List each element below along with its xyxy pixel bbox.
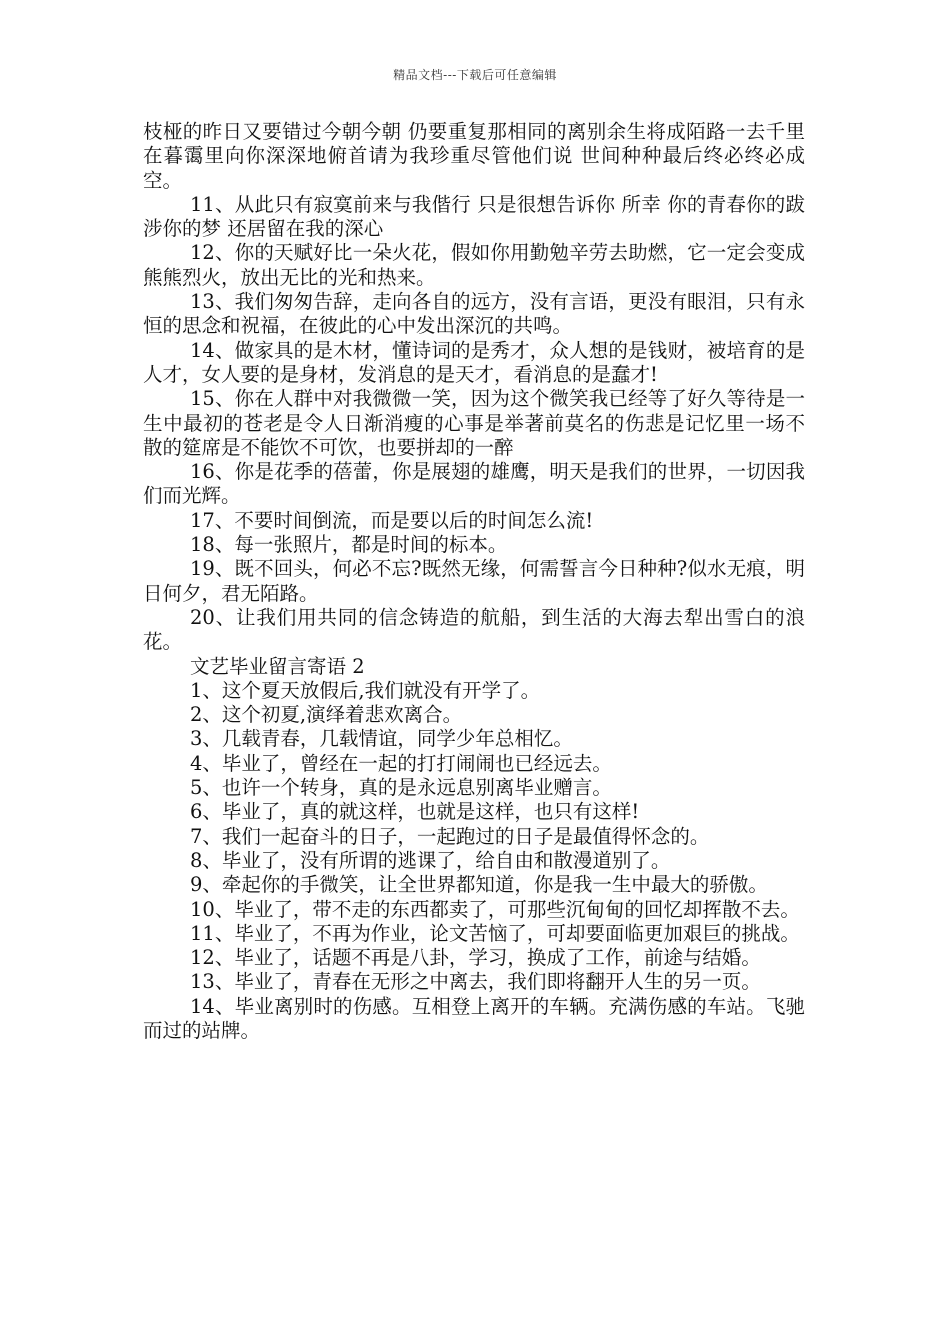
section-heading: 文艺毕业留言寄语 2 [190,654,365,678]
paragraph: 3、几载青春，几载情谊，同学少年总相忆。 [190,727,573,751]
paragraph: 枝桠的昨日又要错过今朝今朝 仍要重复那相同的离别余生将成陌路一去千里 在暮霭里向你深深地俯首请为我珍重尽管他们说 世间种种最后终必终必成空。 [143,120,805,192]
paragraph: 2、这个初夏,演绎着悲欢离合。 [190,703,463,727]
paragraph: 12、毕业了，话题不再是八卦，学习，换成了工作，前途与结婚。 [190,946,761,970]
document-body [143,120,805,1043]
paragraph: 16、你是花季的蓓蕾，你是展翅的雄鹰，明天是我们的世界，一切因我们而光辉。 [143,460,805,508]
paragraph: 1、这个夏天放假后,我们就没有开学了。 [190,678,541,702]
paragraph: 11、毕业了，不再为作业，论文苦恼了，可却要面临更加艰巨的挑战。 [190,921,800,945]
paragraph: 11、从此只有寂寞前来与我偕行 只是很想告诉你 所幸 你的青春你的跋涉你的梦 还居留在我的深心 [143,192,805,241]
paragraph: 13、我们匆匆告辞，走向各自的远方，没有言语，更没有眼泪，只有永恒的思念和祝福，在彼此的心中发出深沉的共鸣。 [143,290,805,338]
paragraph: 20、让我们用共同的信念铸造的航船，到生活的大海去犁出雪白的浪花。 [143,605,805,654]
paragraph: 9、牵起你的手微笑，让全世界都知道，你是我一生中最大的骄傲。 [190,873,768,897]
paragraph: 15、你在人群中对我微微一笑，因为这个微笑我已经等了好久等待是一生中最初的苍老是令人日渐消瘦的心事是举著前莫名的伤悲是记忆里一场不散的筵席是不能饮不可饮，也要拼却的一醉 [143,387,805,459]
paragraph: 8、毕业了，没有所谓的逃课了，给自由和散漫道别了。 [190,848,671,872]
paragraph: 10、毕业了，带不走的东西都卖了，可那些沉甸甸的回忆却挥散不去。 [190,897,800,921]
paragraph: 5、也许一个转身，真的是永远息别离毕业赠言。 [190,776,612,800]
paragraph: 6、毕业了，真的就这样，也就是这样，也只有这样! [190,800,640,824]
page-header: 精品文档---下载后可任意编辑 [393,68,557,82]
paragraph: 13、毕业了，青春在无形之中离去，我们即将翻开人生的另一页。 [190,970,761,994]
paragraph: 7、我们一起奋斗的日子，一起跑过的日子是最值得怀念的。 [190,824,710,848]
paragraph: 19、既不回头，何必不忘?既然无缘，何需誓言今日种种?似水无痕，明日何夕，君无陌路。 [143,557,805,605]
paragraph: 18、每一张照片，都是时间的标本。 [190,533,508,557]
paragraph: 4、毕业了，曾经在一起的打打闹闹也已经远去。 [190,751,612,775]
paragraph: 12、你的天赋好比一朵火花，假如你用勤勉辛劳去助燃，它一定会变成熊熊烈火，放出无比的光和热来。 [143,241,805,289]
paragraph: 17、不要时间倒流，而是要以后的时间怎么流! [190,508,594,532]
paragraph: 14、做家具的是木材，懂诗词的是秀才，众人想的是钱财，被培育的是人才，女人要的是身材，发消息的是天才，看消息的是蠢才! [143,338,805,386]
paragraph: 14、毕业离别时的伤感。互相登上离开的车辆。充满伤感的车站。飞驰而过的站牌。 [143,994,805,1042]
